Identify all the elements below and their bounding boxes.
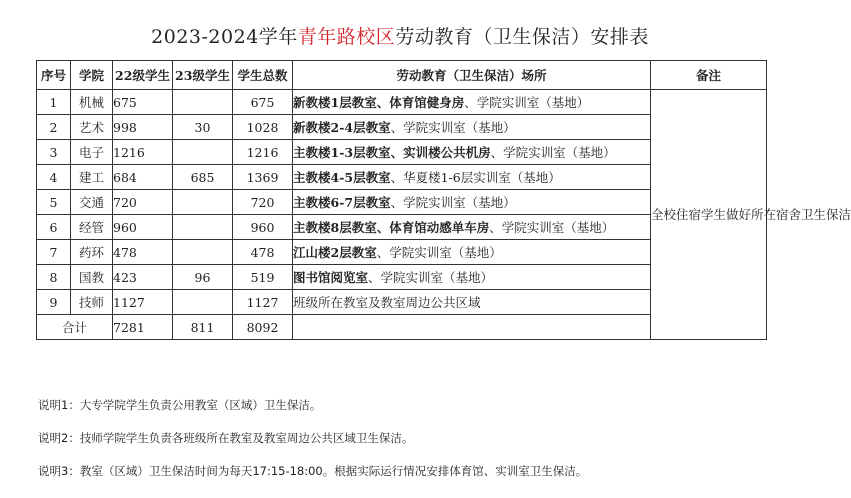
header-grade23: 23级学生 [173,61,233,90]
row-total: 519 [233,265,293,290]
row-grade22: 423 [113,265,173,290]
row-college: 建工 [71,165,113,190]
row-location [293,190,651,215]
header-grade22: 22级学生 [113,61,173,90]
row-college: 机械 [71,90,113,115]
location-secondary: 、学院实训室（基地） [376,245,502,260]
row-location [293,240,651,265]
schedule-table [36,60,851,340]
row-total: 1127 [233,290,293,315]
location-secondary: 、学院实训室（基地） [368,270,494,285]
row-grade22: 684 [113,165,173,190]
row-no: 5 [37,190,71,215]
row-grade23 [173,190,233,215]
row-total: 720 [233,190,293,215]
row-grade22: 675 [113,90,173,115]
row-no: 9 [37,290,71,315]
row-total: 478 [233,240,293,265]
row-no: 1 [37,90,71,115]
row-college: 艺术 [71,115,113,140]
location-primary: 图书馆阅览室 [293,270,369,285]
location-primary: 主教楼6-7层教室 [293,195,391,210]
row-location [293,265,651,290]
page-title [0,22,800,49]
row-grade22: 720 [113,190,173,215]
location-primary: 主教楼4-5层教室 [293,170,391,185]
row-location [293,90,651,115]
header-no: 序号 [37,61,71,90]
table-row [37,90,767,115]
row-grade23 [173,140,233,165]
row-grade23 [173,240,233,265]
header-location: 劳动教育（卫生保洁）场所 [293,61,651,90]
row-college: 经管 [71,215,113,240]
row-location [293,290,651,315]
note-3: 说明3：教室（区域）卫生保洁时间为每天17:15-18:00。根据实际运行情况安排体育馆、实训室卫生保洁。 [38,464,588,478]
row-total: 675 [233,90,293,115]
row-total: 1028 [233,115,293,140]
row-total: 960 [233,215,293,240]
row-total: 1369 [233,165,293,190]
row-grade22: 1216 [113,140,173,165]
row-college: 药环 [71,240,113,265]
location-primary: 新教楼2-4层教室 [293,120,391,135]
row-grade23: 685 [173,165,233,190]
row-location [293,215,651,240]
location-secondary: 、学院实训室（基地） [489,220,615,235]
totals-grade22: 7281 [113,315,173,340]
location-secondary: 、学院实训室（基地） [490,145,616,160]
location-secondary: 、学院实训室（基地） [390,195,516,210]
row-location [293,165,651,190]
row-no: 7 [37,240,71,265]
title-highlight: 青年路校区 [297,26,396,48]
title-prefix: 2023-2024学年 [151,26,298,48]
row-no: 2 [37,115,71,140]
location-secondary: 、学院实训室（基地） [390,120,516,135]
row-college: 交通 [71,190,113,215]
location-primary: 主教楼1-3层教室、实训楼公共机房 [293,145,491,160]
location-primary: 江山楼2层教室 [293,245,377,260]
row-grade23 [173,90,233,115]
location-secondary: 班级所在教室及教室周边公共区域 [293,295,481,310]
row-grade23 [173,215,233,240]
totals-label: 合计 [37,315,113,340]
row-no: 6 [37,215,71,240]
note-1: 说明1：大专学院学生负责公用教室（区域）卫生保洁。 [38,398,322,412]
title-suffix: 劳动教育（卫生保洁）安排表 [395,26,649,48]
totals-location [293,315,651,340]
location-primary: 新教楼1层教室、体育馆健身房 [293,95,465,110]
location-secondary: 、学院实训室（基地） [464,95,590,110]
row-college: 技师 [71,290,113,315]
row-no: 8 [37,265,71,290]
row-grade22: 478 [113,240,173,265]
row-college: 国教 [71,265,113,290]
location-primary: 主教楼8层教室、体育馆动感单车房 [293,220,490,235]
remark-cell [651,90,851,340]
row-location [293,140,651,165]
row-grade22: 1127 [113,290,173,315]
row-no: 3 [37,140,71,165]
row-grade22: 960 [113,215,173,240]
header-remark: 备注 [651,61,767,90]
header-row [37,61,767,90]
row-grade23 [173,290,233,315]
header-total: 学生总数 [233,61,293,90]
remark-text: 全校住宿学生做好所在宿舍卫生保洁 [651,207,851,222]
row-grade22: 998 [113,115,173,140]
row-grade23: 96 [173,265,233,290]
note-2: 说明2：技师学院学生负责各班级所在教室及教室周边公共区域卫生保洁。 [38,431,414,445]
row-total: 1216 [233,140,293,165]
row-grade23: 30 [173,115,233,140]
row-college: 电子 [71,140,113,165]
row-no: 4 [37,165,71,190]
totals-grade23: 811 [173,315,233,340]
totals-total: 8092 [233,315,293,340]
location-secondary: 、华夏楼1-6层实训室（基地） [390,170,561,185]
row-location [293,115,651,140]
header-college: 学院 [71,61,113,90]
